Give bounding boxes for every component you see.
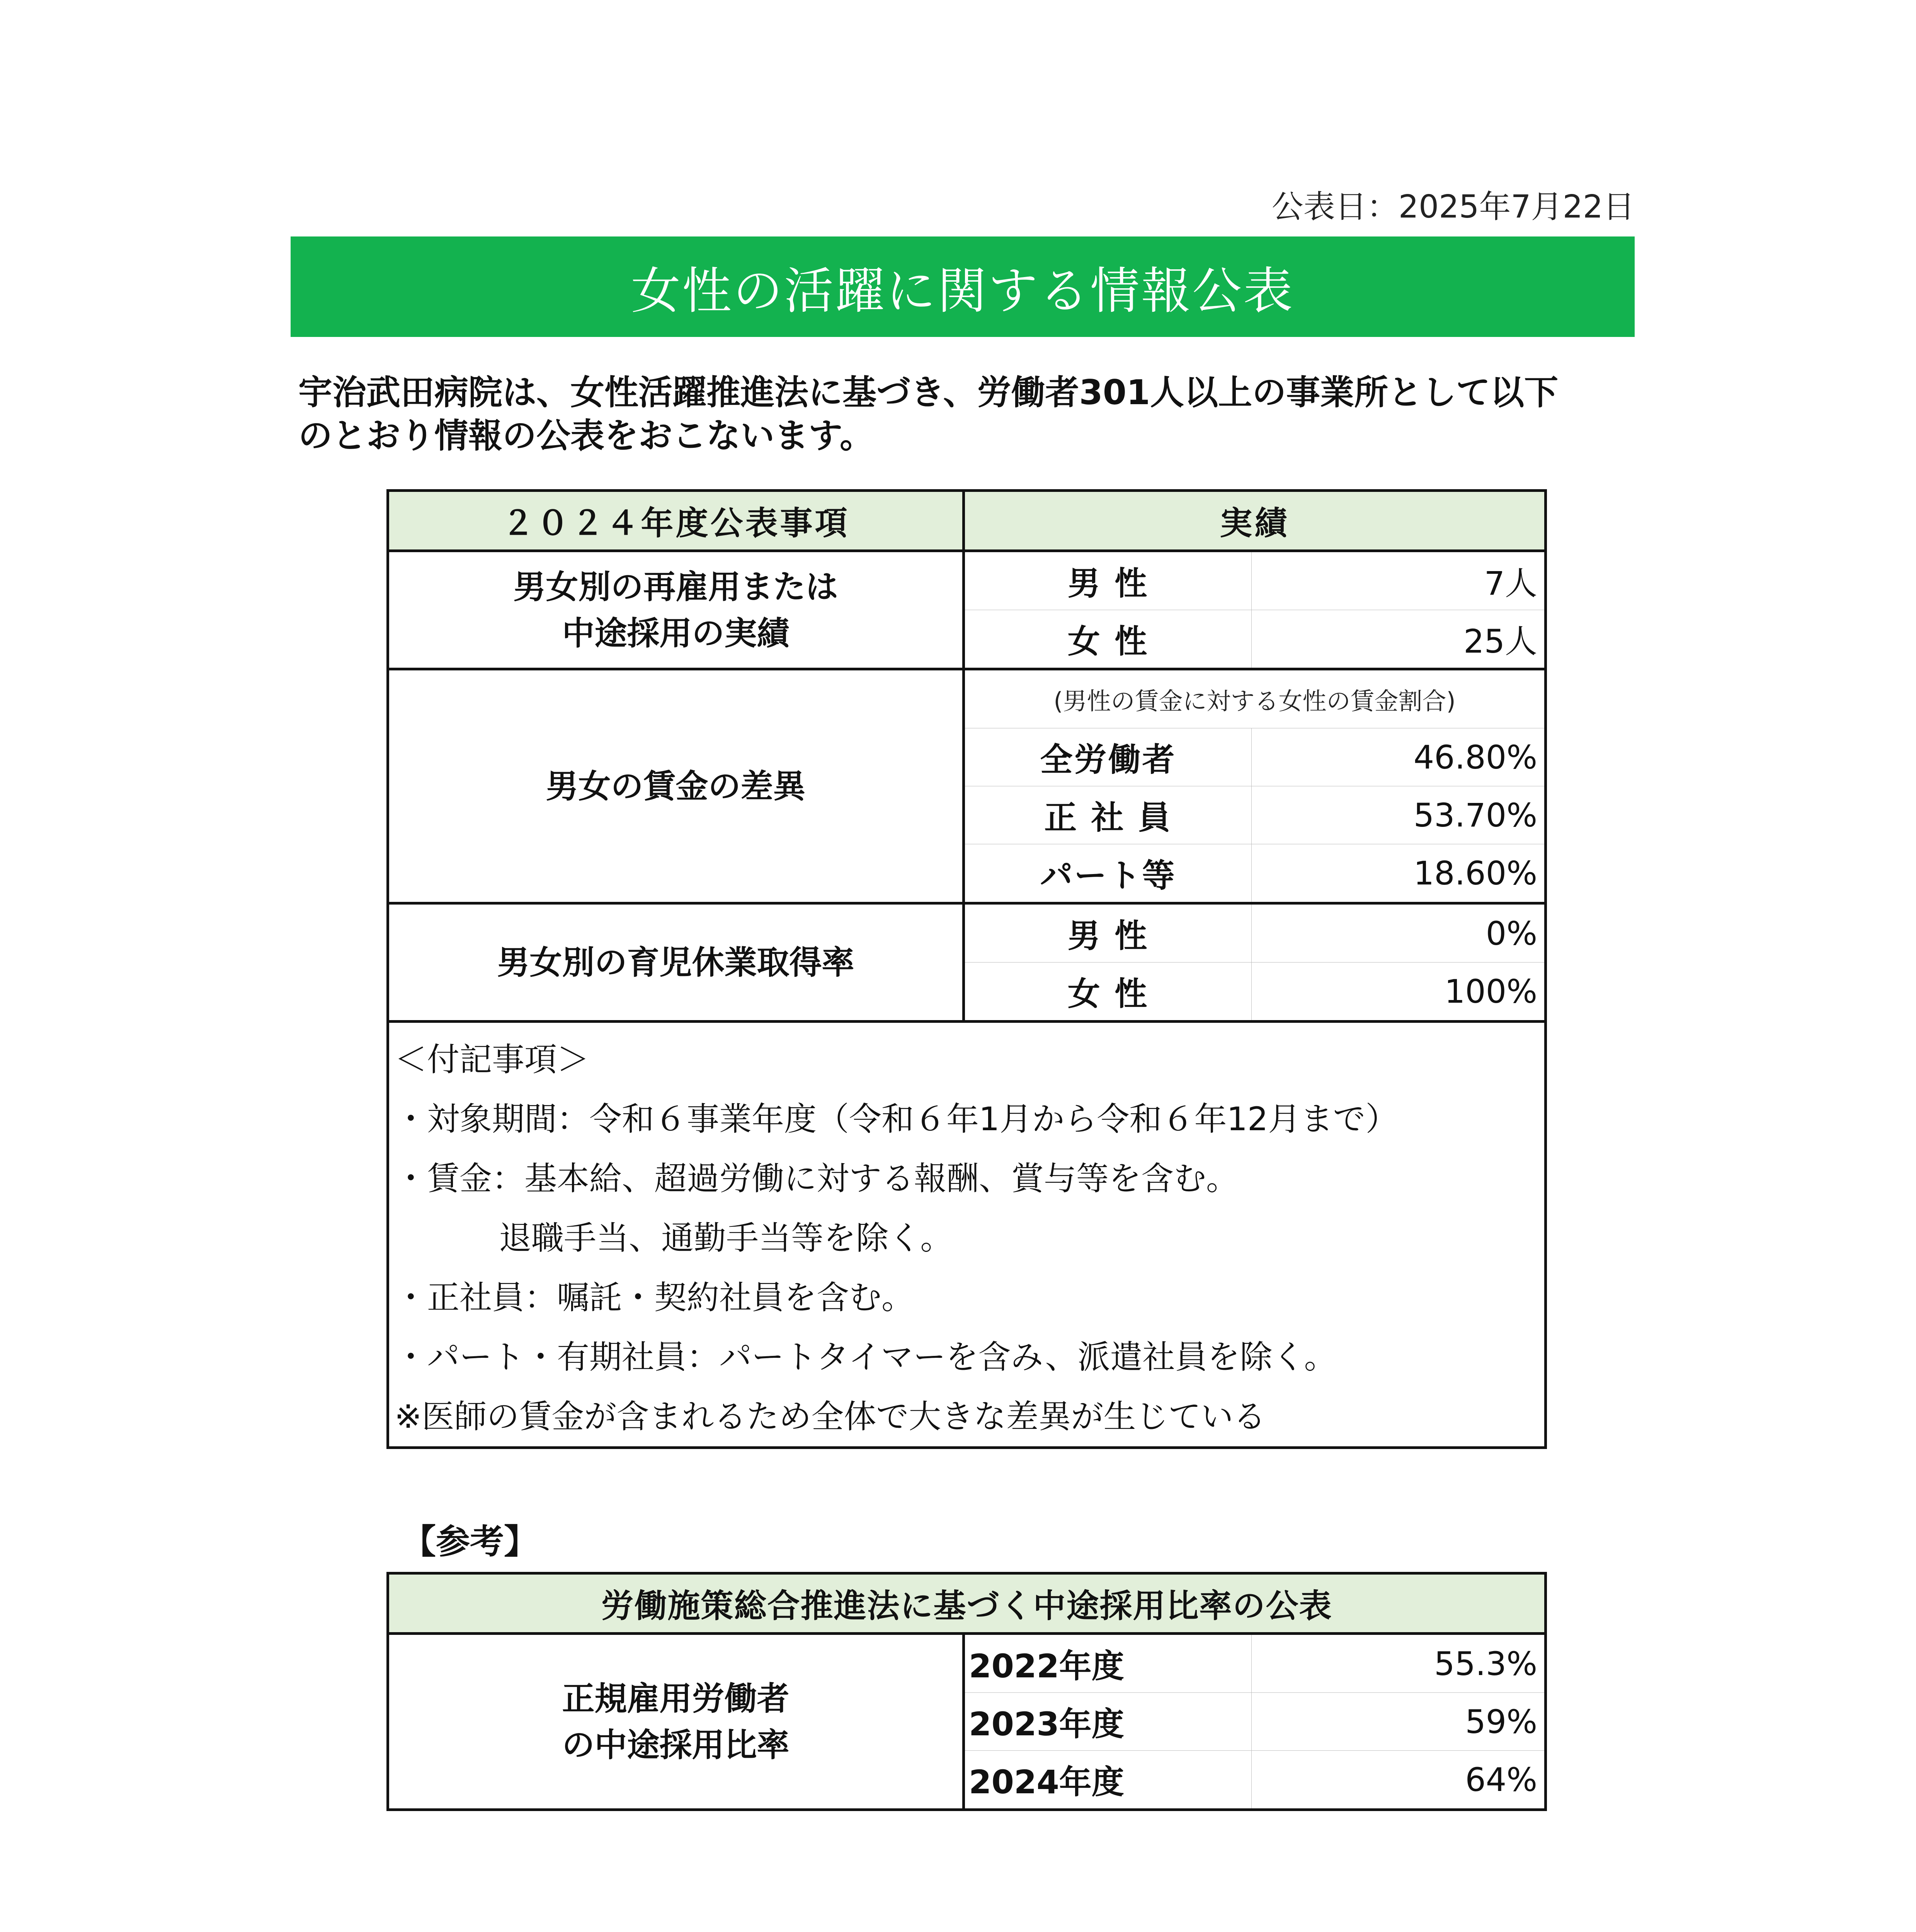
year-label-2022: 2022年度 bbox=[964, 1634, 1252, 1693]
ratio-value-2023: 59% bbox=[1252, 1693, 1546, 1751]
wage-label-parttime: パート等 bbox=[964, 844, 1252, 903]
ratio-value-2024: 64% bbox=[1252, 1751, 1546, 1810]
wage-label-regular: 正 社 員 bbox=[964, 786, 1252, 844]
notes-section bbox=[388, 1022, 1546, 1448]
rehire-item-line: 中途採用の実績 bbox=[562, 614, 790, 652]
wage-gap-item: 男女の賃金の差異 bbox=[388, 669, 964, 903]
notes-line: ※医師の賃金が含まれるため全体で大きな差異が生じている bbox=[395, 1398, 1266, 1435]
notes-line: 退職手当、通勤手当等を除く。 bbox=[499, 1219, 953, 1257]
intro-line: のとおり情報の公表をおこないます。 bbox=[298, 416, 874, 456]
wage-gap-note: (男性の賃金に対する女性の賃金割合) bbox=[964, 669, 1546, 728]
notes-line: ・対象期間：令和６事業年度（令和６年1月から令和６年12月まで） bbox=[395, 1100, 1398, 1138]
rehire-value-male: 7人 bbox=[1252, 551, 1546, 610]
wage-value-all: 46.80% bbox=[1252, 728, 1546, 786]
childcare-leave-item: 男女別の育児休業取得率 bbox=[388, 903, 964, 1022]
rehire-item-line: 男女別の再雇用または bbox=[513, 568, 838, 606]
notes-line: ・正社員：嘱託・契約社員を含む。 bbox=[395, 1279, 914, 1316]
leave-label-female: 女 性 bbox=[964, 963, 1252, 1022]
header-result: 実績 bbox=[964, 491, 1546, 551]
midcareer-ratio-table bbox=[386, 1572, 1547, 1811]
disclosure-table bbox=[386, 489, 1547, 1449]
intro-paragraph bbox=[298, 371, 1620, 457]
leave-label-male: 男 性 bbox=[964, 903, 1252, 963]
ratio-value-2022: 55.3% bbox=[1252, 1634, 1546, 1693]
wage-value-parttime: 18.60% bbox=[1252, 844, 1546, 903]
leave-value-female: 100% bbox=[1252, 963, 1546, 1022]
midcareer-item-line: 正規雇用労働者 bbox=[562, 1679, 790, 1718]
intro-line: 宇治武田病院は、女性活躍推進法に基づき、労働者301人以上の事業所として以下 bbox=[298, 372, 1559, 412]
year-label-2024: 2024年度 bbox=[964, 1751, 1252, 1810]
page-title: 女性の活躍に関する情報公表 bbox=[631, 262, 1294, 320]
publish-date: 公表日：2025年7月22日 bbox=[1271, 189, 1635, 225]
notes-line: ・賃金：基本給、超過労働に対する報酬、賞与等を含む。 bbox=[395, 1160, 1239, 1197]
year-label-2023: 2023年度 bbox=[964, 1693, 1252, 1751]
wage-label-all: 全労働者 bbox=[964, 728, 1252, 786]
header-item: ２０２４年度公表事項 bbox=[388, 491, 964, 551]
leave-value-male: 0% bbox=[1252, 903, 1546, 963]
notes-title: ＜付記事項＞ bbox=[395, 1041, 590, 1078]
midcareer-item-line: の中途採用比率 bbox=[562, 1726, 790, 1764]
rehire-item bbox=[388, 551, 964, 669]
wage-value-regular: 53.70% bbox=[1252, 786, 1546, 844]
notes-line: ・パート・有期社員：パートタイマーを含み、派遣社員を除く。 bbox=[395, 1338, 1337, 1376]
reference-label: 【参考】 bbox=[402, 1522, 538, 1561]
midcareer-item bbox=[388, 1634, 964, 1810]
rehire-label-male: 男 性 bbox=[964, 551, 1252, 610]
rehire-label-female: 女 性 bbox=[964, 610, 1252, 669]
rehire-value-female: 25人 bbox=[1252, 610, 1546, 669]
midcareer-header: 労働施策総合推進法に基づく中途採用比率の公表 bbox=[388, 1573, 1546, 1634]
page-title-banner bbox=[291, 236, 1635, 337]
